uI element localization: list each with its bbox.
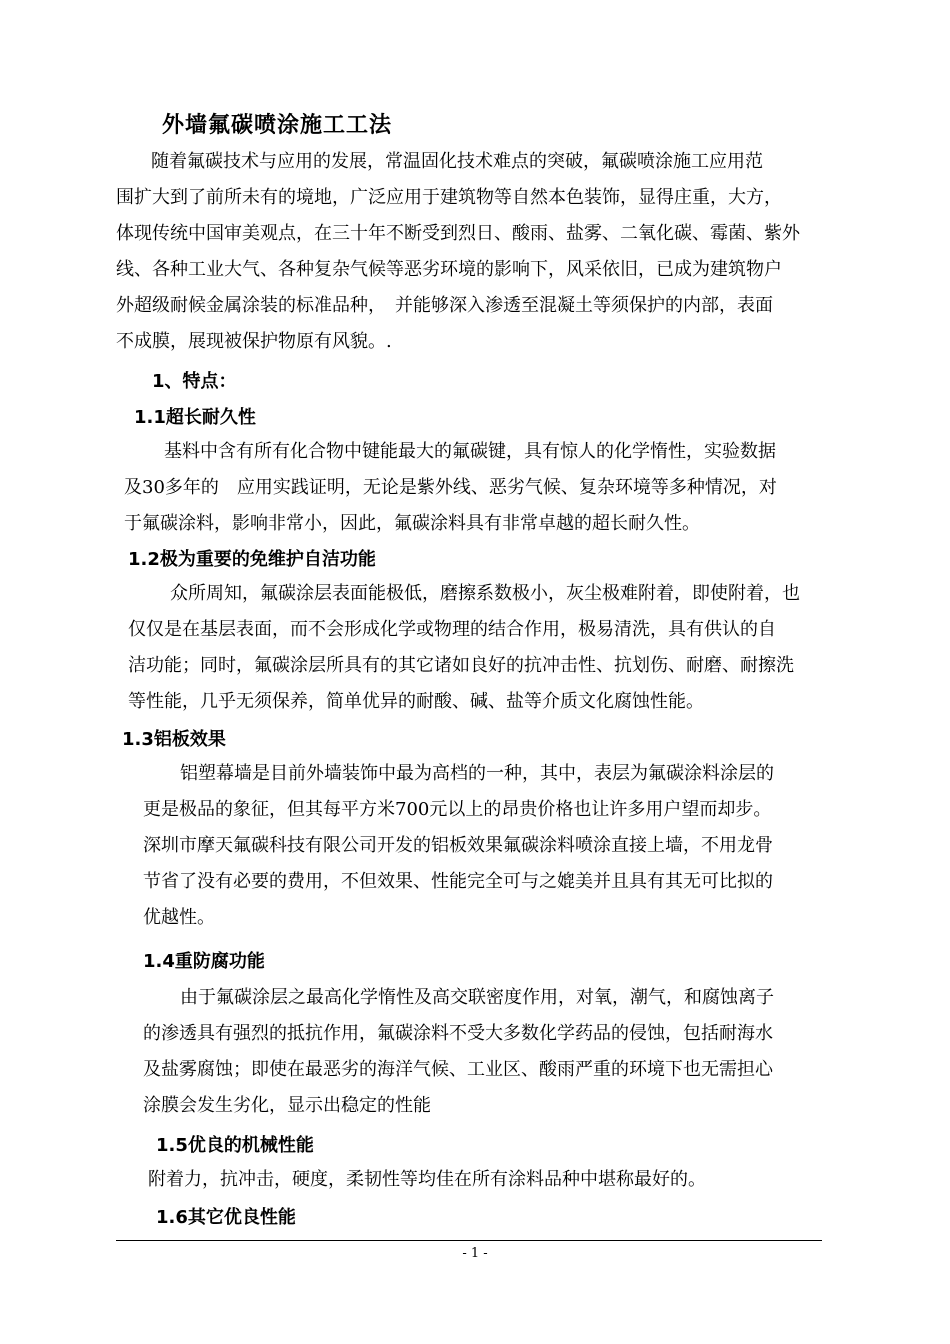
paragraph-line: 等性能，几乎无须保养，简单优异的耐酸、碱、盐等介质文化腐蚀性能。 <box>128 691 704 712</box>
page-number: - 1 - <box>462 1246 488 1261</box>
intro-line: 围扩大到了前所未有的境地，广泛应用于建筑物等自然本色装饰，显得庄重，大方， <box>116 187 782 208</box>
intro-line: 外超级耐候金属涂装的标准品种， 并能够深入渗透至混凝土等须保护的内部，表面 <box>116 295 773 316</box>
intro-line: 体现传统中国审美观点，在三十年不断受到烈日、酸雨、盐雾、二氧化碳、霉菌、紫外 <box>116 223 800 244</box>
subsection-heading: 1.3铝板效果 <box>122 729 226 750</box>
paragraph-line: 基料中含有所有化合物中键能最大的氟碳键，具有惊人的化学惰性，实验数据 <box>164 441 776 462</box>
paragraph-line: 铝塑幕墙是目前外墙装饰中最为高档的一种，其中，表层为氟碳涂料涂层的 <box>180 763 774 784</box>
subsection-heading: 1.1超长耐久性 <box>134 407 256 428</box>
document-title: 外墙氟碳喷涂施工工法 <box>162 113 393 138</box>
paragraph-line: 由于氟碳涂层之最高化学惰性及高交联密度作用，对氧，潮气，和腐蚀离子 <box>180 987 774 1008</box>
paragraph-line: 涂膜会发生劣化，显示出稳定的性能 <box>143 1095 431 1116</box>
paragraph-line: 的渗透具有强烈的抵抗作用，氟碳涂料不受大多数化学药品的侵蚀，包括耐海水 <box>143 1023 773 1044</box>
paragraph-line: 众所周知，氟碳涂层表面能极低，磨擦系数极小，灰尘极难附着，即使附着，也 <box>170 583 800 604</box>
subsection-heading: 1.5优良的机械性能 <box>156 1135 314 1156</box>
intro-line: 不成膜，展现被保护物原有风貌。. <box>116 331 392 352</box>
paragraph-line: 深圳市摩天氟碳科技有限公司开发的铝板效果氟碳涂料喷涂直接上墙，不用龙骨 <box>143 835 773 856</box>
paragraph-line: 洁功能；同时，氟碳涂层所具有的其它诸如良好的抗冲击性、抗划伤、耐磨、耐擦洗 <box>128 655 794 676</box>
paragraph-line: 于氟碳涂料，影响非常小，因此，氟碳涂料具有非常卓越的超长耐久性。 <box>124 513 700 534</box>
footer-divider <box>116 1240 822 1241</box>
intro-line: 随着氟碳技术与应用的发展，常温固化技术难点的突破，氟碳喷涂施工应用范 <box>151 151 763 172</box>
subsection-heading: 1.2极为重要的免维护自洁功能 <box>128 549 376 570</box>
paragraph-line: 节省了没有必要的费用，不但效果、性能完全可与之媲美并且具有其无可比拟的 <box>143 871 773 892</box>
paragraph-line: 及30多年的 应用实践证明，无论是紫外线、恶劣气候、复杂环境等多种情况，对 <box>124 477 777 498</box>
subsection-heading: 1.4重防腐功能 <box>143 951 265 972</box>
paragraph-line: 仅仅是在基层表面，而不会形成化学或物理的结合作用，极易清洗，具有供认的自 <box>128 619 776 640</box>
paragraph-line: 附着力，抗冲击，硬度，柔韧性等均佳在所有涂料品种中堪称最好的。 <box>148 1169 706 1190</box>
paragraph-line: 优越性。 <box>143 907 215 928</box>
subsection-heading: 1.6其它优良性能 <box>156 1207 296 1228</box>
paragraph-line: 更是极品的象征，但其每平方米700元以上的昂贵价格也让许多用户望而却步。 <box>143 799 772 820</box>
paragraph-line: 及盐雾腐蚀；即使在最恶劣的海洋气候、工业区、酸雨严重的环境下也无需担心 <box>143 1059 773 1080</box>
intro-line: 线、各种工业大气、各种复杂气候等恶劣环境的影响下，风采依旧，已成为建筑物户 <box>116 259 782 280</box>
section-heading: 1、特点： <box>152 371 237 392</box>
